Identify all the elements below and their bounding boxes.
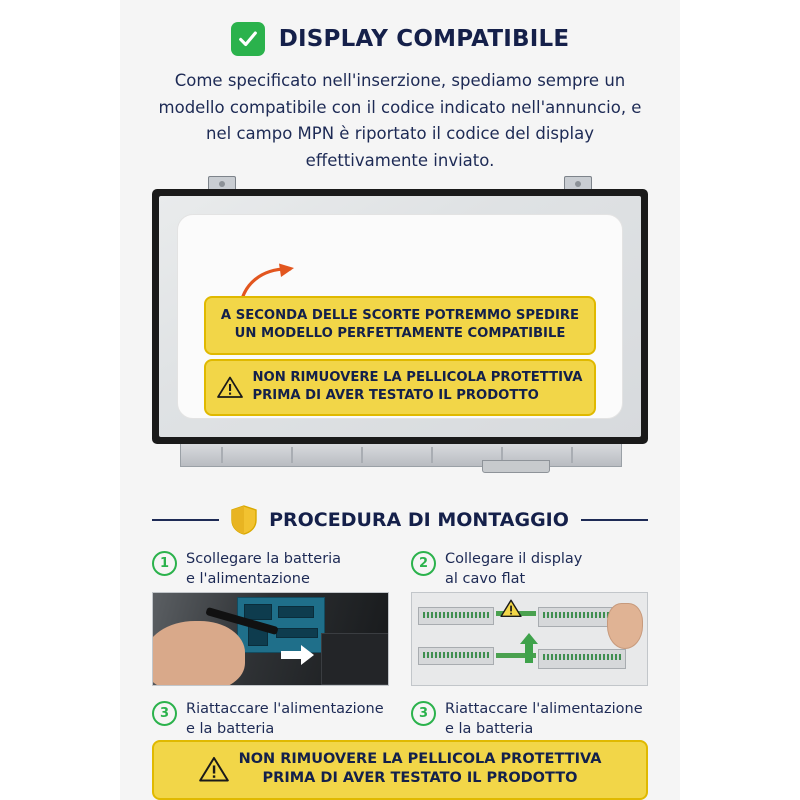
photo-connect-flat-cable	[411, 592, 648, 686]
warning-triangle-icon	[199, 756, 229, 783]
step-2-line1: Collegare il display	[445, 551, 583, 567]
step-3-left-line1: Riattaccare l'alimentazione	[186, 701, 384, 717]
connector-graphic-4	[538, 649, 626, 669]
bottom-banner-line2: PRIMA DI AVER TESTATO IL PRODOTTO	[262, 770, 578, 787]
page-title: DISPLAY COMPATIBILE	[278, 26, 570, 52]
warning-triangle-icon	[500, 599, 522, 618]
callout-warning-line2: PRIMA DI AVER TESTATO IL PRODOTTO	[252, 388, 539, 404]
display-connector	[482, 460, 550, 473]
procedure-photos	[152, 592, 648, 686]
step-3-left-number: 3	[152, 701, 177, 726]
procedure-header	[152, 505, 648, 535]
step-1-line2: e l'alimentazione	[186, 570, 310, 587]
battery-graphic	[321, 633, 389, 685]
warning-triangle-icon	[217, 376, 243, 399]
procedure-steps-top	[152, 540, 648, 589]
procedure-title: PROCEDURA DI MONTAGGIO	[269, 509, 569, 531]
content-sheet	[120, 0, 680, 800]
step-2-line2: al cavo flat	[445, 570, 526, 587]
hand-graphic	[152, 621, 245, 686]
step-1	[152, 550, 389, 589]
step-3-left-line2: e la batteria	[186, 720, 275, 737]
bottom-banner-line1: NON RIMUOVERE LA PELLICOLA PROTETTIVA	[238, 751, 602, 767]
header	[120, 22, 680, 56]
step-1-line1: Scollegare la batteria	[186, 551, 342, 567]
finger-graphic	[607, 603, 643, 649]
step-3-left	[152, 700, 389, 739]
shield-icon	[231, 505, 257, 535]
step-1-number: 1	[152, 551, 177, 576]
display-illustration	[152, 176, 648, 476]
white-arrow-icon	[281, 645, 315, 665]
callout-compatible-line2: UN MODELLO PERFETTAMENTE COMPATIBILE	[234, 326, 566, 342]
check-badge-icon	[231, 22, 265, 56]
connector-graphic-2	[418, 647, 494, 665]
intro-text: Come specificato nell'inserzione, spediamo sempre un modello compatibile con il codice indicato nell'annuncio, e nel campo MPN è riportato il codice del display effettivamente inviato.	[158, 71, 642, 171]
step-3-right	[411, 700, 648, 739]
step-2-number: 2	[411, 551, 436, 576]
callout-warning	[204, 359, 596, 416]
connector-graphic-1	[418, 607, 494, 625]
step-3-right-line2: e la batteria	[445, 720, 534, 737]
up-arrow-icon	[520, 633, 538, 663]
bottom-warning-banner	[152, 740, 648, 800]
callout-compatible	[204, 296, 596, 355]
rule-left	[152, 519, 219, 521]
callout-warning-line1: NON RIMUOVERE LA PELLICOLA PROTETTIVA	[252, 370, 583, 385]
step-3-right-number: 3	[411, 701, 436, 726]
step-3-right-line1: Riattaccare l'alimentazione	[445, 701, 643, 717]
step-2	[411, 550, 648, 589]
display-bottom-strip	[180, 444, 622, 467]
rule-right	[581, 519, 648, 521]
photo-disconnect-battery	[152, 592, 389, 686]
procedure-steps-bottom	[152, 690, 648, 739]
callout-compatible-line1: A SECONDA DELLE SCORTE POTREMMO SPEDIRE	[220, 308, 580, 323]
